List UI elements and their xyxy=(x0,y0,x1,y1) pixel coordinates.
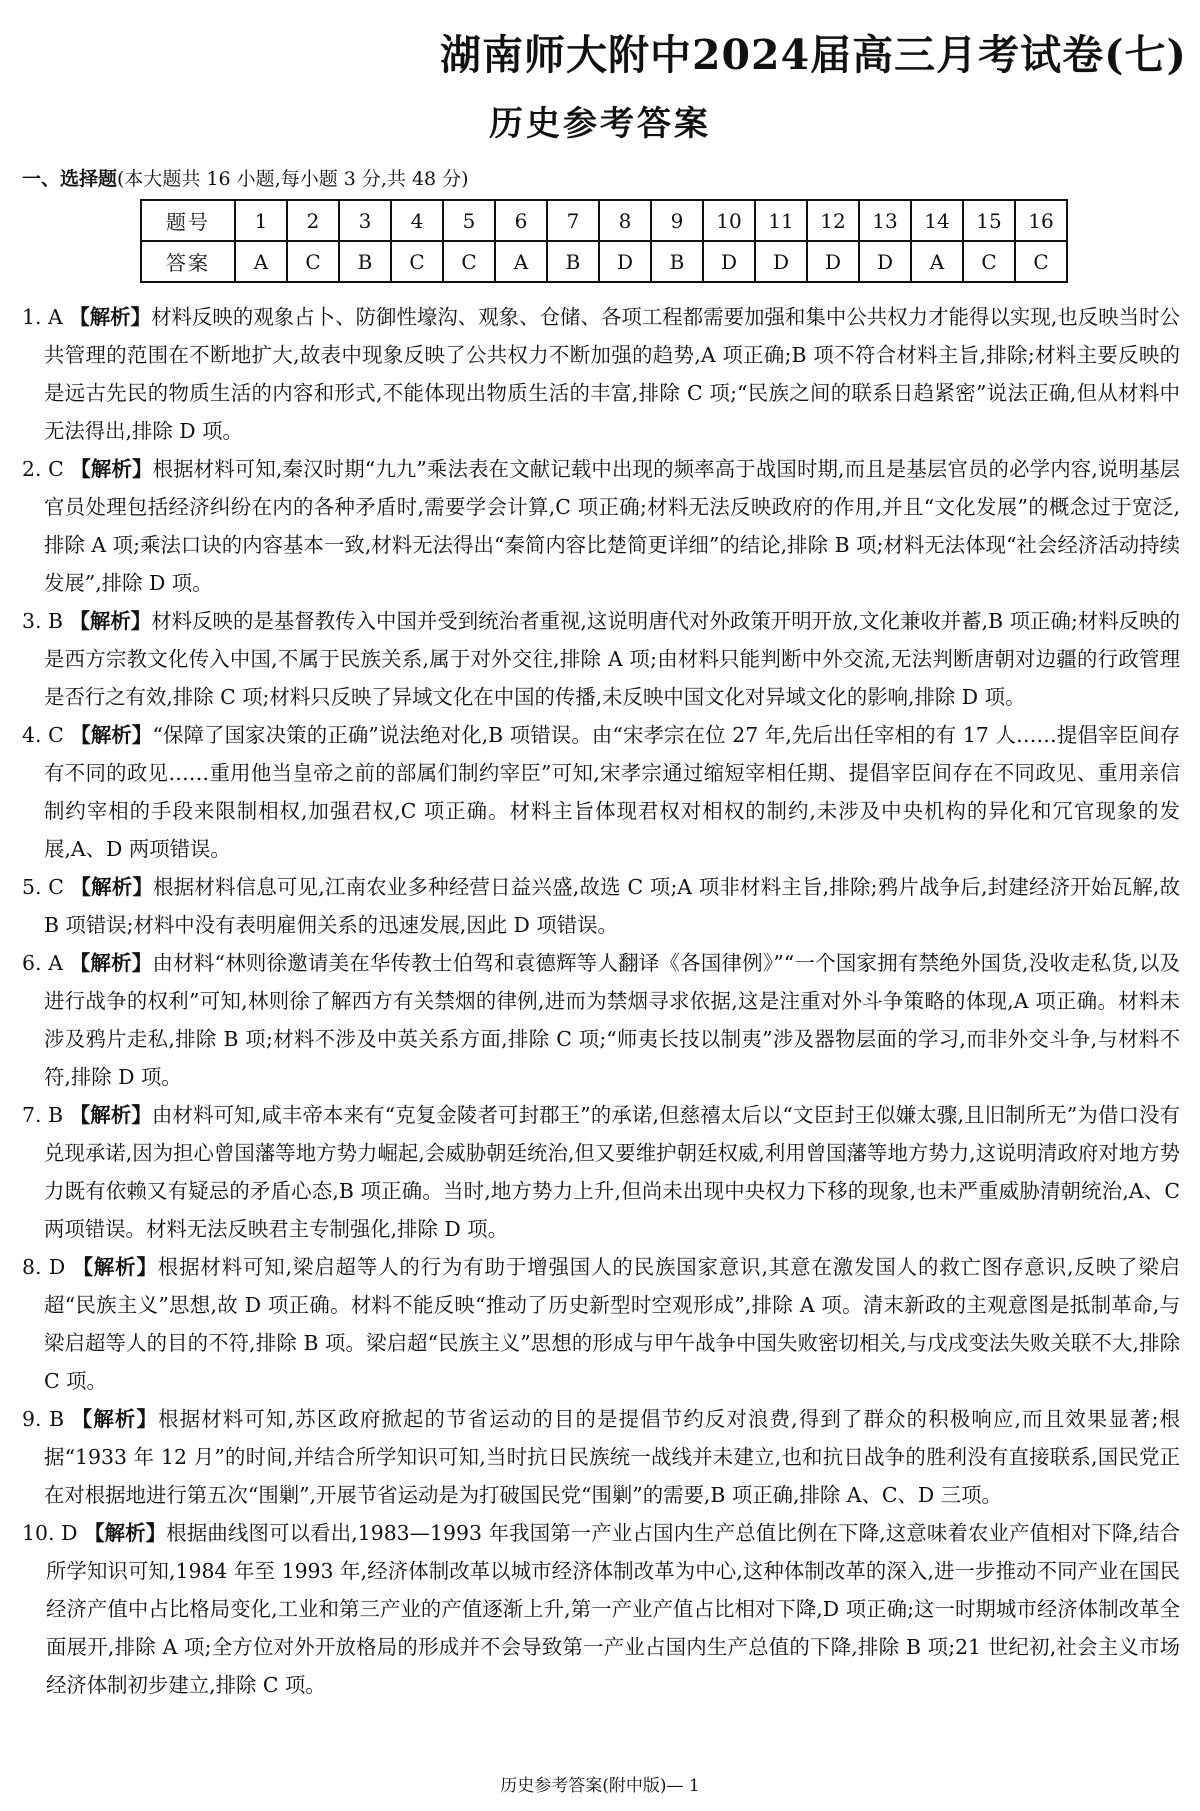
analysis-tag: 【解析】 xyxy=(69,305,152,329)
item-answer: 2. C xyxy=(22,457,64,481)
answer-cell: B xyxy=(339,241,391,282)
item-text: 根据材料可知,秦汉时期“九九”乘法表在文献记载中出现的频率高于战国时期,而且是基层官员的必学内容,说明基层官员处理包括经济纠纷在内的各种矛盾时,需要学会计算,C 项正确;材料无法反映政府的作用,并且“文化发展”的概念过于宽泛,排除 A 项;乘法口诀的内容基本一致,材料无法得出“秦简内容比楚简更详细”的结论,排除 B 项;材料无法体现“社会经济活动持续发展”,排除 D 项。 xyxy=(44,457,1181,595)
analysis-tag: 【解析】 xyxy=(72,1255,158,1279)
analysis-tag: 【解析】 xyxy=(71,1407,159,1431)
item-answer: 4. C xyxy=(22,723,64,747)
question-number-cell: 16 xyxy=(1015,200,1067,241)
explanation-item xyxy=(22,944,1180,1096)
item-text: 由材料可知,咸丰帝本来有“克复金陵者可封郡王”的承诺,但慈禧太后以“文臣封王似嫌太骤,且旧制所无”为借口没有兑现承诺,因为担心曾国藩等地方势力崛起,会威胁朝廷统治,但又要维护朝廷权威,利用曾国藩等地方势力,这说明清政府对地方势力既有依赖又有疑忌的矛盾心态,B 项正确。当时,地方势力上升,但尚未出现中央权力下移的现象,也未严重威胁清朝统治,A、C 两项错误。材料无法反映君主专制强化,排除 D 项。 xyxy=(44,1103,1181,1241)
question-number-header: 题号 xyxy=(141,200,235,241)
question-number-row xyxy=(141,200,1067,241)
question-number-cell: 2 xyxy=(287,200,339,241)
question-number-cell: 5 xyxy=(443,200,495,241)
analysis-tag: 【解析】 xyxy=(70,457,153,481)
explanation-item xyxy=(22,716,1180,868)
item-text: 材料反映的观象占卜、防御性壕沟、观象、仓储、各项工程都需要加强和集中公共权力才能得以实现,也反映当时公共管理的范围在不断地扩大,故表中现象反映了公共权力不断加强的趋势,A 项正确;B 项不符合材料主旨,排除;材料主要反映的是远古先民的物质生活的内容和形式,不能体现出物质生活的丰富,排除 C 项;“民族之间的联系日趋紧密”说法正确,但从材料中无法得出,排除 D 项。 xyxy=(44,305,1181,443)
answer-cell: D xyxy=(807,241,859,282)
section-label: 一、选择题 xyxy=(22,168,118,190)
answer-row xyxy=(141,241,1067,282)
answer-cell: D xyxy=(859,241,911,282)
item-answer: 1. A xyxy=(22,305,63,329)
item-answer: 7. B xyxy=(22,1103,64,1127)
explanation-item xyxy=(22,1248,1180,1400)
item-text: 材料反映的是基督教传入中国并受到统治者重视,这说明唐代对外政策开明开放,文化兼收并蓄,B 项正确;材料反映的是西方宗教文化传入中国,不属于民族关系,属于对外交往,排除 A 项;由材料只能判断中外交流,无法判断唐朝对边疆的行政管理是否行之有效,排除 C 项;材料只反映了异域文化在中国的传播,未反映中国文化对异域文化的影响,排除 D 项。 xyxy=(44,609,1181,709)
item-text: 根据材料信息可见,江南农业多种经营日益兴盛,故选 C 项;A 项非材料主旨,排除;鸦片战争后,封建经济开始瓦解,故 B 项错误;材料中没有表明雇佣关系的迅速发展,因此 D 项错误。 xyxy=(44,875,1180,937)
section-note: (本大题共 16 小题,每小题 3 分,共 48 分) xyxy=(117,168,469,190)
explanation-item xyxy=(22,1096,1180,1248)
question-number-cell: 12 xyxy=(807,200,859,241)
item-text: 根据材料可知,苏区政府掀起的节省运动的目的是提倡节约反对浪费,得到了群众的积极响应,而且效果显著;根据“1933 年 12 月”的时间,并结合所学知识可知,当时抗日民族统一战线并未建立,也和抗日战争的胜利没有直接联系,国民党正在对根据地进行第五次“围剿”,开展节省运动是为打破国民党“围剿”的需要,B 项正确,排除 A、C、D 三项。 xyxy=(44,1407,1181,1507)
answer-cell: A xyxy=(911,241,963,282)
item-answer: 6. A xyxy=(22,951,63,975)
question-number-cell: 9 xyxy=(651,200,703,241)
answer-cell: C xyxy=(1015,241,1067,282)
explanation-item xyxy=(22,1400,1180,1514)
item-text: 根据材料可知,梁启超等人的行为有助于增强国人的民族国家意识,其意在激发国人的救亡图存意识,反映了梁启超“民族主义”思想,故 D 项正确。材料不能反映“推动了历史新型时空观形成”,排除 A 项。清末新政的主观意图是抵制革命,与梁启超等人的目的不符,排除 B 项。梁启超“民族主义”思想的形成与甲午战争中国失败密切相关,与戊戌变法失败关联不大,排除 C 项。 xyxy=(44,1255,1180,1393)
explanation-item xyxy=(22,1514,1180,1704)
analysis-tag: 【解析】 xyxy=(70,723,153,747)
item-text: 根据曲线图可以看出,1983—1993 年我国第一产业占国内生产总值比例在下降,这意味着农业产值相对下降,结合所学知识可知,1984 年至 1993 年,经济体制改革以城市经济体制改革为中心,这种体制改革的深入,进一步推动不同产业在国民经济产值中占比格局变化,工业和第三产业的产值逐渐上升,第一产业产值占比相对下降,D 项正确;这一时期城市经济体制改革全面展开,排除 A 项;全方位对外开放格局的形成并不会导致第一产业占国内生产总值的下降,排除 B 项;21 世纪初,社会主义市场经济体制初步建立,排除 C 项。 xyxy=(46,1521,1180,1697)
answer-cell: C xyxy=(443,241,495,282)
explanation-list xyxy=(22,298,1180,1704)
question-number-cell: 8 xyxy=(599,200,651,241)
answer-cell: B xyxy=(547,241,599,282)
answer-cell: B xyxy=(651,241,703,282)
answer-cell: D xyxy=(755,241,807,282)
analysis-tag: 【解析】 xyxy=(69,951,153,975)
question-number-cell: 4 xyxy=(391,200,443,241)
answer-cell: A xyxy=(235,241,287,282)
question-number-cell: 6 xyxy=(495,200,547,241)
question-number-cell: 14 xyxy=(911,200,963,241)
item-answer: 8. D xyxy=(22,1255,66,1279)
analysis-tag: 【解析】 xyxy=(69,609,152,633)
question-number-cell: 1 xyxy=(235,200,287,241)
section-heading xyxy=(22,164,469,191)
question-number-cell: 15 xyxy=(963,200,1015,241)
item-text: “保障了国家决策的正确”说法绝对化,B 项错误。由“宋孝宗在位 27 年,先后出任宰相的有 17 人……提倡宰臣间存有不同的政见……重用他当皇帝之前的部属们制约宰臣”可知,宋孝宗通过缩短宰相任期、提倡宰臣间存在不同政见、重用亲信制约宰相的手段来限制相权,加强君权,C 项正确。材料主旨体现君权对相权的制约,未涉及中央机构的异化和冗官现象的发展,A、D 两项错误。 xyxy=(44,723,1180,861)
item-answer: 10. D xyxy=(22,1521,78,1545)
item-text: 由材料“林则徐邀请美在华传教士伯驾和袁德辉等人翻译《各国律例》”“一个国家拥有禁绝外国货,没收走私货,以及进行战争的权利”可知,林则徐了解西方有关禁烟的律例,进而为禁烟寻求依据,这是注重对外斗争策略的体现,A 项正确。材料未涉及鸦片走私,排除 B 项;材料不涉及中英关系方面,排除 C 项;“师夷长技以制夷”涉及器物层面的学习,而非外交斗争,与材料不符,排除 D 项。 xyxy=(44,951,1181,1089)
page-footer: 历史参考答案(附中版)— 1 xyxy=(500,1776,700,1796)
answer-table xyxy=(140,199,1068,283)
item-answer: 5. C xyxy=(22,875,64,899)
explanation-item xyxy=(22,298,1180,450)
explanation-item xyxy=(22,602,1180,716)
item-answer: 9. B xyxy=(22,1407,65,1431)
question-number-cell: 3 xyxy=(339,200,391,241)
answer-cell: D xyxy=(599,241,651,282)
question-number-cell: 7 xyxy=(547,200,599,241)
question-number-cell: 10 xyxy=(703,200,755,241)
explanation-item xyxy=(22,868,1180,944)
question-number-cell: 13 xyxy=(859,200,911,241)
explanation-item xyxy=(22,450,1180,602)
item-answer: 3. B xyxy=(22,609,63,633)
answer-cell: C xyxy=(963,241,1015,282)
analysis-tag: 【解析】 xyxy=(69,1103,152,1127)
analysis-tag: 【解析】 xyxy=(84,1521,167,1545)
answer-cell: A xyxy=(495,241,547,282)
document-subtitle: 历史参考答案 xyxy=(489,104,711,144)
document-title: 湖南师大附中2024届高三月考试卷(七) xyxy=(440,31,1187,79)
answer-cell: C xyxy=(287,241,339,282)
answer-cell: C xyxy=(391,241,443,282)
analysis-tag: 【解析】 xyxy=(70,875,154,899)
answer-cell: D xyxy=(703,241,755,282)
answer-header: 答案 xyxy=(141,241,235,282)
question-number-cell: 11 xyxy=(755,200,807,241)
